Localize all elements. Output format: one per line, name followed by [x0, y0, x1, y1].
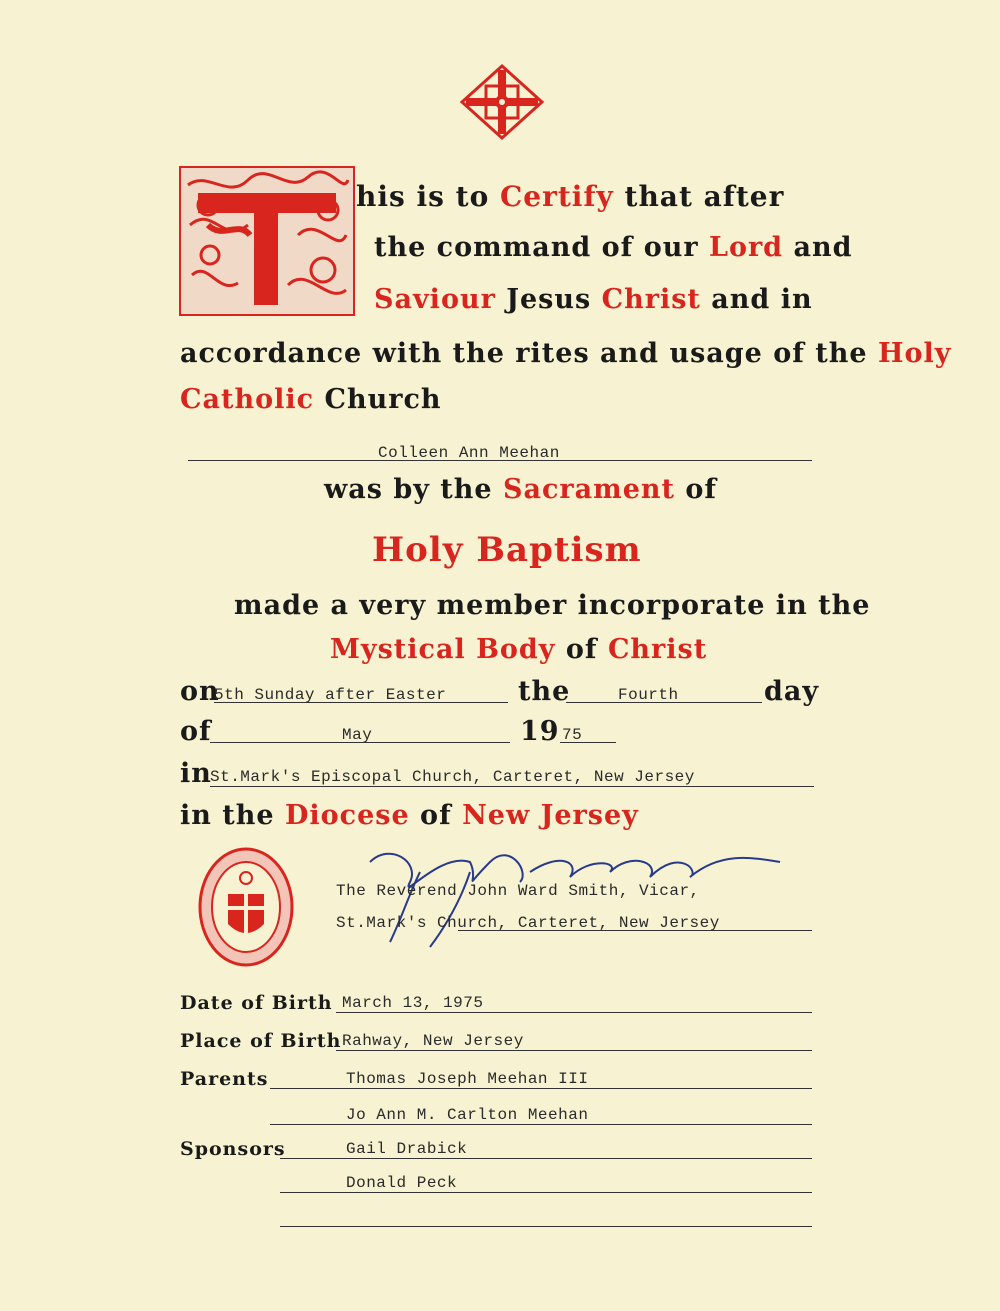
year-prefix: 19 — [520, 716, 560, 747]
officiant-church: St.Mark's Church, Carteret, New Jersey — [336, 914, 720, 932]
sacrament-text: was by the — [324, 474, 503, 505]
diocese-text: of — [409, 800, 463, 831]
church-line — [210, 786, 814, 787]
new-jersey-word: New Jersey — [462, 800, 639, 831]
intro-line-3 — [374, 284, 813, 315]
intro-catholic: Catholic — [180, 384, 315, 415]
in-label: in — [180, 758, 212, 789]
baptism-sunday: 5th Sunday after Easter — [214, 686, 447, 704]
sacrament-line — [324, 474, 717, 505]
date-of-birth-line — [336, 1012, 812, 1013]
intro-christ: Christ — [601, 284, 701, 315]
intro-lord: Lord — [708, 232, 784, 263]
diocese-word: Diocese — [284, 800, 410, 831]
officiant-name: The Reverend John Ward Smith, Vicar, — [336, 882, 700, 900]
intro-saviour: Saviour — [374, 284, 496, 315]
sponsor-line-1 — [280, 1158, 812, 1159]
sponsors-label: Sponsors — [180, 1138, 286, 1160]
mystical-body-line — [330, 634, 707, 665]
intro-line-1 — [356, 180, 784, 213]
place-of-birth-line — [336, 1050, 812, 1051]
made-member-line: made a very member incorporate in the — [234, 590, 871, 621]
of-word: of — [565, 634, 608, 665]
baptism-month: May — [342, 726, 373, 744]
the-label: the — [518, 676, 571, 707]
body-word: Body — [465, 634, 566, 665]
intro-text: that after — [613, 180, 785, 213]
intro-text: his is to — [356, 180, 501, 213]
intro-text: and — [783, 232, 853, 263]
baptism-day-value: Fourth — [618, 686, 679, 704]
holy-baptism-heading: Holy Baptism — [372, 530, 642, 570]
intro-text: accordance with the rites and usage of the — [180, 338, 878, 369]
parent-1: Thomas Joseph Meehan III — [346, 1070, 589, 1088]
sponsor-1: Gail Drabick — [346, 1140, 468, 1158]
sacrament-text: of — [675, 474, 718, 505]
sponsor-line-3 — [280, 1226, 812, 1227]
parent-2: Jo Ann M. Carlton Meehan — [346, 1106, 589, 1124]
parent-line-2 — [270, 1124, 812, 1125]
of-label: of — [180, 716, 212, 747]
baptized-name: Colleen Ann Meehan — [378, 444, 560, 462]
mystical-word: Mystical — [330, 634, 466, 665]
intro-text: the command of our — [374, 232, 709, 263]
sacrament-word: Sacrament — [503, 474, 676, 505]
sponsor-2: Donald Peck — [346, 1174, 458, 1192]
baptism-church: St.Mark's Episcopal Church, Carteret, New Jersey — [210, 768, 695, 786]
diocese-line — [180, 800, 639, 831]
christ-word: Christ — [607, 634, 708, 665]
year-suffix: 75 — [562, 726, 583, 744]
place-of-birth-value: Rahway, New Jersey — [342, 1032, 524, 1050]
intro-text: Jesus — [495, 284, 602, 315]
intro-church: Church — [314, 384, 442, 415]
date-of-birth-label: Date of Birth — [180, 992, 333, 1014]
parent-line-1 — [270, 1088, 812, 1089]
intro-certify: Certify — [500, 180, 614, 213]
diocese-text: in the — [180, 800, 285, 831]
parents-label: Parents — [180, 1068, 269, 1090]
date-of-birth-value: March 13, 1975 — [342, 994, 484, 1012]
intro-text: and in — [700, 284, 813, 315]
place-of-birth-label: Place of Birth — [180, 1030, 342, 1052]
intro-line-5 — [180, 384, 442, 415]
day-label: day — [764, 676, 820, 707]
intro-holy: Holy — [877, 338, 952, 369]
intro-line-2 — [374, 232, 852, 263]
illuminated-initial-t-icon — [178, 165, 356, 317]
sponsor-line-2 — [280, 1192, 812, 1193]
diocese-seal-icon — [196, 846, 296, 968]
on-label: on — [180, 676, 220, 707]
cross-ornament-icon — [458, 62, 546, 142]
intro-line-4 — [180, 338, 951, 369]
